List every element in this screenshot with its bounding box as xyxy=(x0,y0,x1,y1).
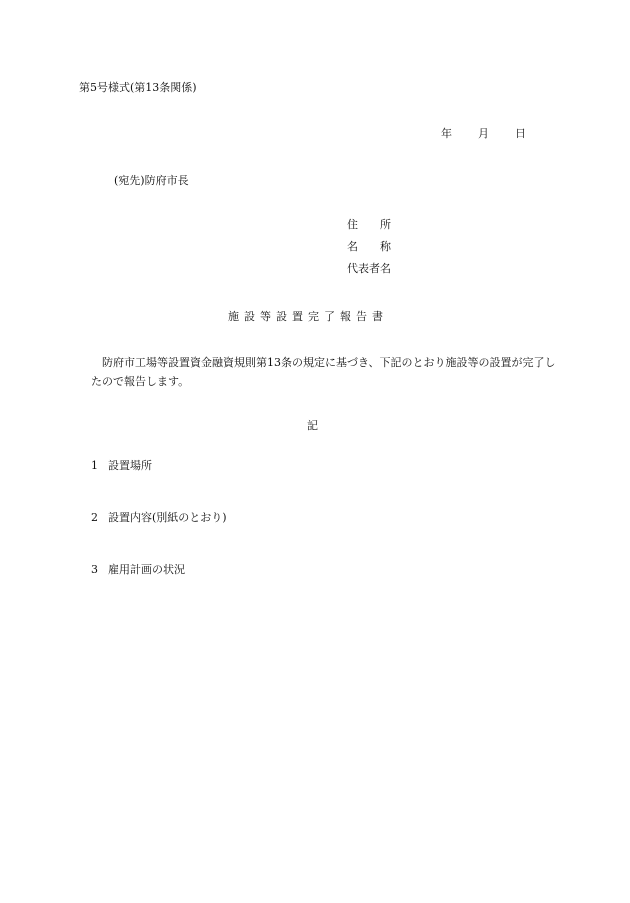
form-number: 第5号様式(第13条関係) xyxy=(79,81,197,94)
date-day-label: 日 xyxy=(515,127,526,140)
item-number: 2 xyxy=(91,511,98,524)
address-label: 住 所 xyxy=(347,218,391,231)
date-year-label: 年 xyxy=(441,127,452,140)
list-item xyxy=(91,511,227,525)
list-item xyxy=(91,459,152,473)
document-title: 施設等設置完了報告書 xyxy=(228,310,388,323)
item-label: 設置場所 xyxy=(108,459,152,472)
item-number: 3 xyxy=(91,563,98,576)
item-label: 雇用計画の状況 xyxy=(108,563,185,576)
representative-label: 代表者名 xyxy=(347,262,391,275)
addressee: (宛先)防府市長 xyxy=(114,174,189,187)
item-number: 1 xyxy=(91,459,98,472)
name-label: 名 称 xyxy=(347,240,391,253)
date-month-label: 月 xyxy=(478,127,489,140)
body-text: 防府市工場等設置資金融資規則第13条の規定に基づき、下記のとおり施設等の設置が完了したので報告します。 xyxy=(91,356,556,388)
list-item xyxy=(91,563,185,577)
date-line xyxy=(441,127,526,141)
ki-heading: 記 xyxy=(307,419,318,432)
item-label: 設置内容(別紙のとおり) xyxy=(108,511,227,524)
